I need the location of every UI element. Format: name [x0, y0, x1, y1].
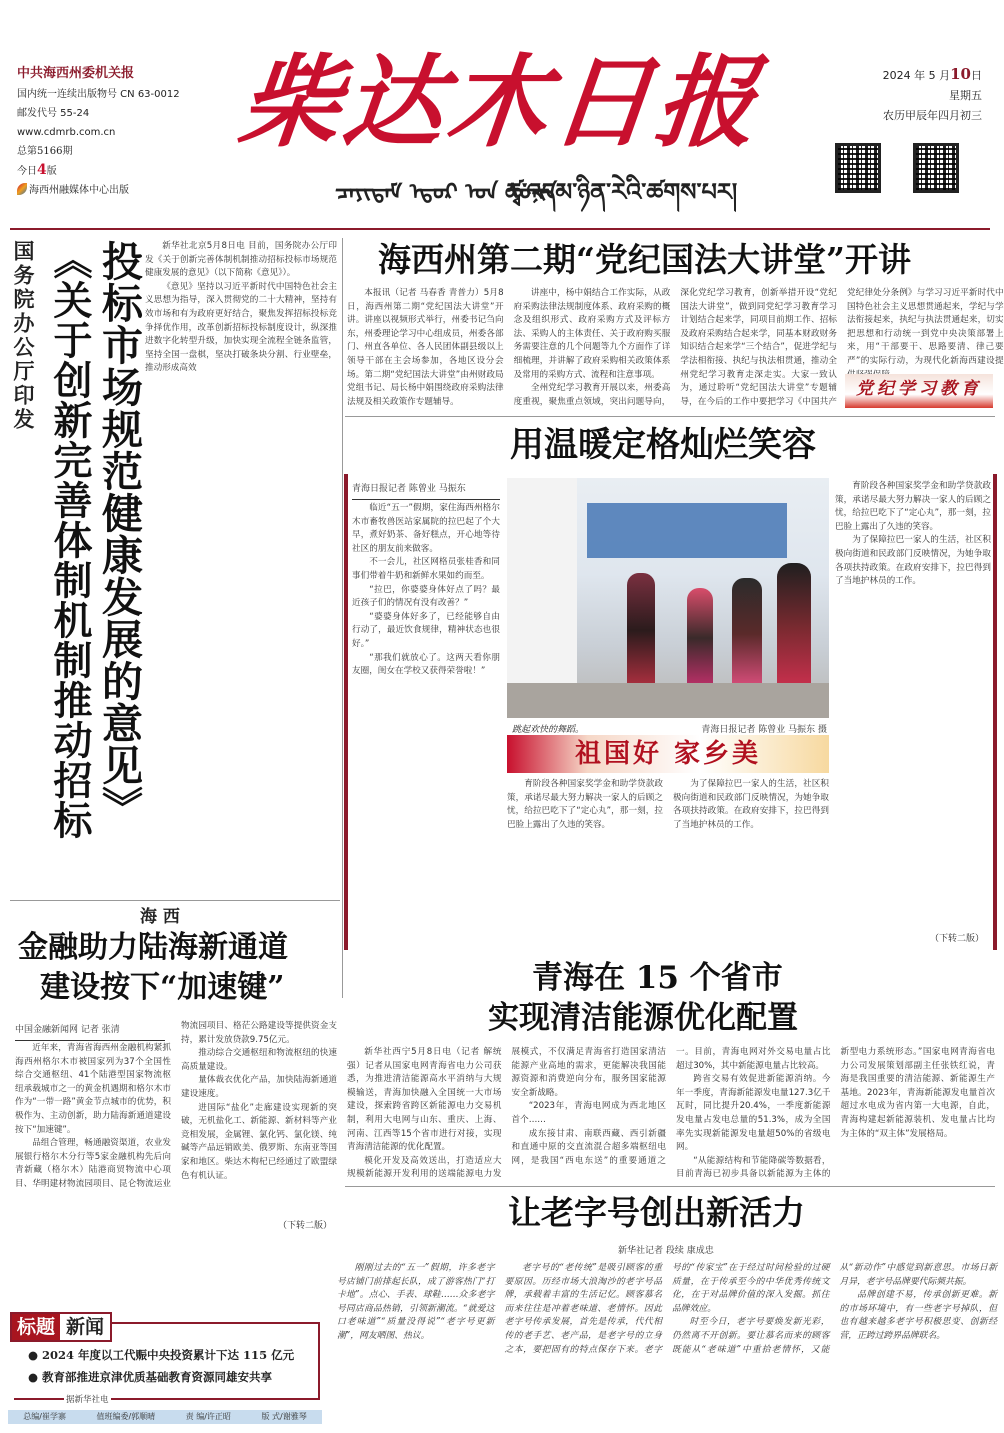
paragraph: 进国际“盐化”走廊建设实现新的突破，无机盐化工、新能源、新材料等产业竞相发展，金属锂、氯化钙、氯化镁、纯碱等产品远销欧美、俄罗斯、东南亚等国家和地区。柴达木枸杞已经通过了欧盟绿色有机认证。	[181, 1102, 337, 1181]
qr-code-icon[interactable]	[835, 143, 881, 193]
date-day: 10	[950, 65, 971, 83]
paragraph: “拉巴，你婆婆身体好点了吗？最近孩子们的情况有没有改善？”	[352, 584, 500, 609]
photo-credit: 青海日报记者 陈曾业 马振东 摄	[701, 725, 827, 735]
paragraph: 《意见》坚持以习近平新时代中国特色社会主义思想为指导，深入贯彻党的二十大精神，坚持有效市场和有为政府更好结合，聚焦发挥招标投标竞争择优作用，改革创新招标投标制度设计，纵深推进数字化转型升级，加快实现全流程全链条监管，坚持全国一盘棋，坚决打破条块分割、行业壁垒，推动形成高效	[145, 281, 337, 374]
a3-continued: （下转二版）	[930, 934, 985, 944]
photo-caption: 跳起欢快的舞蹈。	[512, 725, 585, 735]
masthead-info	[17, 62, 217, 200]
divider	[345, 1186, 995, 1187]
a3-title: 用温暖定格灿烂笑容	[510, 425, 816, 465]
a4-byline: 中国金融新闻网 记者 张清	[15, 1022, 165, 1041]
paragraph: 本报讯（记者 马春香 青普力）5月8日，海西州第二期“党纪国法大讲堂”开讲。讲座以视频形式举行，州委书记刍向东，州委理论学习中心组成员，州委各部门、州直各单位、各人民团体副县级以上领导干部在主会场参加，各地区设分会场。第二期“党纪国法大讲堂”由州财政局党组书记、局长杨中娟围绕政府采购法律法规及相关政策作专题辅导。	[347, 288, 504, 407]
paragraph: 为了保障拉巴一家人的生活，社区积极向街道和民政部门反映情况，为她争取各项扶持政策。在政府安排下，拉巴得到了当地护林员的工作。	[835, 535, 991, 587]
tibetan-title-logo: ཚྭ་འདམ་ཉིན་རེའི་ཚགས་པར།	[505, 178, 738, 206]
paragraph: 成东接甘肃、南联西藏、西引新疆和直通中原的交直流混合超多端枢纽电网，是我国“西电东送”的重要通道之一。目前，青海电网对外交易电量占比超过30%，其中新能源电量占比较高。	[511, 1047, 831, 1166]
paragraph: 品组合管理，畅通融资渠道，农业发展银行格尔木分行等5家金融机构先后向青新藏（格尔木）陆港商贸物流中心项目、华明建材物流园项目、昆仑物流运业物流园项目、格茫公路建设等提供资金支持，累计发放贷款9.75亿元。	[15, 1021, 337, 1189]
a4-kicker: 海 西	[140, 907, 180, 927]
paragraph: 模化开发及高效送出，打造适应大规模新能源开发利用的送端能源电力发展模式，不仅满足青海省打造国家清洁能源产业高地的需求，更能解决我国能源资源和消费逆向分布，服务国家能源安全新战略。	[347, 1047, 666, 1180]
a3-byline: 青海日报记者 陈曾业 马振东	[352, 481, 500, 500]
paragraph: 为了保障拉巴一家人的生活，社区积极向街道和民政部门反映情况，为她争取各项扶持政策。在政府安排下，拉巴得到了当地护林员的工作。	[673, 779, 829, 830]
brief-item-text: 2024 年度以工代赈中央投资累计下达 115 亿元	[42, 1348, 295, 1362]
paragraph: 跨省交易有效促进新能源消纳。今年一季度，青海新能源发电量127.3亿千瓦时，同比提升20.4%，一季度新能源发电量占发电总量的51.3%，成为全国率先实现新能源发电量超50%的省级电网。	[676, 1074, 831, 1153]
a1-body	[145, 240, 337, 840]
paragraph: “2023年，青海电网成为西北地区首个……	[511, 1101, 666, 1125]
issue-value: 5166	[37, 146, 63, 157]
issue-date	[883, 64, 982, 86]
brief-news-label	[10, 1312, 112, 1342]
divider	[10, 900, 340, 901]
mongolian-title-logo: ᠴᠠᠶᠢᠳᠠᠮ ᠡᠳᠦᠷ ᠤᠨ ᠰᠣᠨᠢᠨ	[335, 180, 558, 205]
brief-item-text: 教育部推进京津优质基础教育资源同雄安共享	[42, 1370, 273, 1384]
a4-title-line2: 建设按下“加速键”	[40, 970, 285, 1005]
brief-item[interactable]	[28, 1369, 272, 1385]
a4-title-line1: 金融助力陆海新通道	[18, 930, 288, 965]
a5-title-line2: 实现清洁能源优化配置	[488, 1000, 798, 1036]
a2-banner: 党纪学习教育	[845, 374, 993, 408]
paragraph: 量体裁衣优化产品，加快陆海新通道建设速度。	[181, 1075, 337, 1099]
date-suffix: 日	[971, 69, 982, 82]
postal-code: 邮发代号 55-24	[17, 108, 90, 119]
a3-banner: 祖国好 家乡美	[507, 735, 829, 773]
a1-title-line2: 投标市场规范健康发展的意见》	[95, 240, 143, 828]
a6-title: 让老字号创出新活力	[508, 1193, 805, 1232]
paragraph: 近年来，青海省海西州金融机构紧抓海西州格尔木市被国家列为37个全国性综合交通枢纽、41个陆港型国家物流枢纽承载城市之一的黄金机遇期和格尔木市作为“一带一路”黄金节点城市的优势，积极作为、主动创新，助力陆海新通道建设按下“加速键”。	[15, 1043, 171, 1135]
a1-title-line1: 《关于创新完善体制机制推动招标	[47, 240, 93, 840]
a3-body-right	[835, 480, 991, 928]
weekday: 星期五	[949, 89, 982, 102]
brief-source: 据新华社电	[66, 1395, 109, 1405]
paragraph: “婆婆身体好多了，已经能够自由行动了，最近饮食规律，精神状态也很好。”	[352, 611, 500, 649]
pages-value: 4	[37, 162, 47, 178]
a6-body	[337, 1262, 997, 1433]
masthead-divider	[10, 228, 990, 230]
issue-date-block	[883, 64, 982, 126]
staff-layout: 版 式/谢雅琴	[261, 1412, 307, 1421]
issue-number	[17, 142, 217, 161]
date-prefix: 2024 年 5 月	[882, 69, 951, 82]
paragraph: 不一会儿，社区网格员张桂香和同事们带着牛奶和新鲜水果如约而至。	[352, 557, 500, 581]
divider	[342, 238, 343, 998]
a5-title-line1: 青海在 15 个省市	[532, 960, 783, 996]
newspaper-title-logo: 柴达木日报	[233, 43, 767, 161]
qr-code-icon[interactable]	[913, 143, 959, 193]
a3-body-center	[507, 778, 829, 945]
paragraph: 老字号的“老传统”是吸引顾客的重要原因。历经市场大浪淘沙的老字号品牌，承载着丰富的生活记忆。顾客慕名而来往往是冲着老味道、老情怀。因此老字号传承发展，首先是传承，代代相传的老手艺、老产品，是老字号的立身之本，要把固有的特点保存下来。老字号的“传家宝”在于经过时间检验的过硬质量，在于传承至今的中华优秀传统文化，在于对品牌价值的深入发掘。抓住品牌效应。	[504, 1263, 830, 1355]
a1-kicker: 国务院办公厅印发	[11, 240, 36, 432]
brief-item[interactable]	[28, 1347, 294, 1363]
paragraph: “那我们就放心了。这两天看你朋友圈，闺女在学校又获得荣誉啦！”	[352, 652, 500, 677]
staff-duty-editor: 值班编委/郭顺晴	[96, 1412, 156, 1421]
a4-continued: （下转二版）	[278, 1221, 333, 1231]
lunar-date: 农历甲辰年四月初三	[883, 109, 982, 122]
a3-body-left	[352, 502, 500, 945]
cn-number: 国内统一连续出版物号 CN 63-0012	[17, 89, 180, 100]
a2-title: 海西州第二期“党纪国法大讲堂”开讲	[378, 240, 911, 279]
divider	[345, 416, 995, 417]
a2-body	[347, 287, 1004, 411]
pages-suffix: 版	[46, 166, 57, 177]
issue-prefix: 总第	[17, 146, 37, 157]
paragraph: 时至今日，老字号要焕发新光彩，仍然离不开创新。要让慕名而来的顾客既能从“老味道”中重拾老情怀，又能从“新动作”中感觉到新意思。市场日新月异，老字号品牌要代际频共振。	[672, 1263, 997, 1355]
paragraph: 讲座中，杨中娟结合工作实际，从政府采购法律法规制度体系、政府采购的概念及组织形式、政府采购方式及评标方法、采购人的主体责任、关于政府购买服务需要注意的几个问题等九个方面作了详细梳理，并讲解了政府采购相关政策体系及常用的采购方式、流程和注意事项。	[513, 288, 671, 380]
staff-responsible-editor: 责 编/许正昭	[185, 1412, 231, 1421]
paragraph: “从能源结构和节能降碳等数据看，目前青海已初步具备以新能源为主体的新型电力系统形态。”国家电网青海省电力公司发展策划部副主任张铁红说，青海是我国重要的清洁能源、新能源生产基地。2023年，青海新能源发电量首次超过水电成为省内第一大电源，自此，青海构建起新能源装机、发电量占比均为主体的“双主体”发展格局。	[676, 1047, 995, 1180]
paragraph: 品牌创建不易，传承创新更难。新的市场环境中，有一些老字号掉队，但也有越来越多老字号积极思变、创新经营，正跨过跨界品牌联名。	[839, 1290, 997, 1341]
staff-bar	[8, 1410, 322, 1424]
paragraph: 临近“五一”假期，家住海西州格尔木市畜牧兽医站家属院的拉巴起了个大早，煮好奶茶、备好糕点，开心地等待社区的朋友前来做客。	[352, 503, 500, 554]
organ-label: 中共海西州委机关报	[17, 66, 135, 81]
media-center-logo-icon	[17, 183, 27, 195]
a6-byline: 新华社记者 段续 康成忠	[618, 1246, 714, 1256]
a3-photo	[507, 478, 829, 718]
pages-prefix: 今日	[17, 166, 37, 177]
publisher	[17, 181, 217, 200]
paragraph: 新华社西宁5月8日电（记者 解统强）记者从国家电网青海省电力公司获悉，为推进清洁能源高水平消纳与大规模输送，青海加快融入全国统一大市场建设，探索跨省跨区新能源电力交易机制，利用大电网与山东、重庆、上海、河南、江西等15个省市进行对接，实现青海清洁能源的优化配置。	[347, 1047, 502, 1153]
brief-label-b: 新闻	[66, 1316, 105, 1338]
publisher-label: 海西州融媒体中心出版	[29, 185, 129, 196]
paragraph: 推动综合交通枢纽和物流枢纽的快速高质量建设。	[181, 1048, 337, 1072]
paragraph: 育阶段各种国家奖学金和助学贷款政策，承诺尽最大努力解决一家人的后顾之忧，给拉巴吃下了“定心丸”，那一刻，拉巴脸上露出了久违的笑容。	[507, 779, 663, 830]
paragraph: 育阶段各种国家奖学金和助学贷款政策，承诺尽最大努力解决一家人的后顾之忧，给拉巴吃下了“定心丸”，那一刻，拉巴脸上露出了久违的笑容。	[835, 481, 991, 532]
a4-body	[15, 1020, 337, 1216]
a5-body	[347, 1046, 995, 1182]
paragraph: 新华社北京5月8日电 目前，国务院办公厅印发《关于创新完善体制机制推动招标投标市场规范健康发展的意见》（以下简称《意见》）。	[145, 241, 337, 279]
bullet-icon: ●	[28, 1370, 43, 1384]
paragraph: 刚刚过去的“五一”假期，许多老字号店铺门前排起长队，成了游客热门“打卡地”。点心、手表、球鞋……众多老字号同店商品热销，引领新潮流。“就爱这口老味道”“质量没得说”“老字号更新潮”，网友晒图、热议。	[337, 1263, 495, 1341]
bullet-icon: ●	[28, 1348, 43, 1362]
brief-label-a: 标题	[12, 1314, 60, 1340]
website-link[interactable]: www.cdmrb.com.cn	[17, 127, 116, 138]
staff-editor-in-chief: 总编/崔学寨	[23, 1412, 66, 1421]
issue-suffix: 期	[62, 146, 73, 157]
paragraph: 全州党纪学习教育开展以来，州委高度重视，聚焦重点领域，突出问题导向，深化党纪学习教育，创新举措开设“党纪国法大讲堂”，做到同党纪学习教育学习计划结合起来学，同项目前期工作、招标及政府采购结合起来学，同基本财政财务知识结合起来学“三个结合”，促进学纪与学法相衔接、执纪与执法相贯通，推动全州党纪学习教育走深走实。大家一致认为，通过聆听“党纪国法大讲堂”专题辅导，在今后的工作中要把学习《中国共产党纪律处分条例》与学习习近平新时代中国特色社会主义思想贯通起来，学纪与学法衔接起来，执纪与执法贯通起来，切实把思想和行动统一到党中央决策部署上来，用“干部要干、思路要清、律己要严”的实际行动，为现代化新海西建设提	[513, 288, 1004, 407]
page-count	[17, 161, 217, 181]
